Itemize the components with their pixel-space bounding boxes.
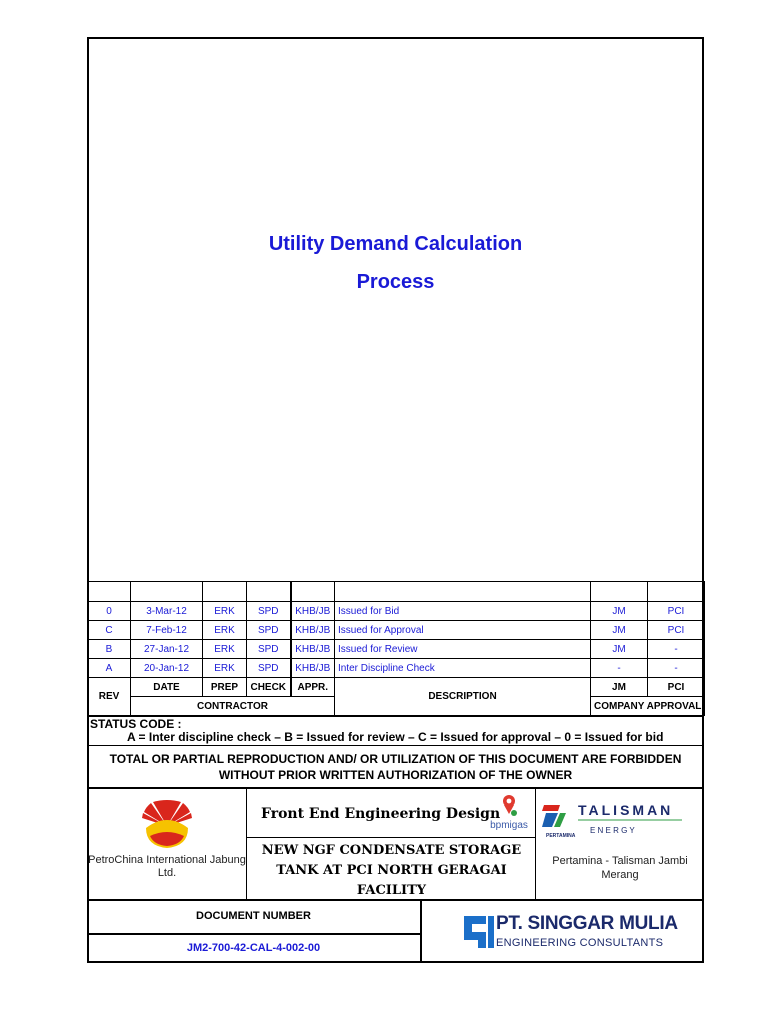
pertamina-logo-text: PERTAMINA <box>546 833 576 839</box>
rev-check: SPD <box>247 640 291 659</box>
rev-date: 7-Feb-12 <box>131 621 203 640</box>
rev-pci: PCI <box>648 621 705 640</box>
rev-code: B <box>88 640 131 659</box>
consultant-subtitle: ENGINEERING CONSULTANTS <box>496 937 664 949</box>
rev-jm: JM <box>591 602 648 621</box>
rev-pci: - <box>648 659 705 678</box>
header-jm: JM <box>591 678 648 697</box>
talisman-logo-sub: E N E R G Y <box>590 826 635 835</box>
header-check: CHECK <box>247 678 291 697</box>
project-stage-header <box>247 789 536 838</box>
reproduction-notice <box>87 745 704 787</box>
rev-appr: KHB/JB <box>291 659 335 678</box>
status-code-values: A = Inter discipline check – B = Issued for review – C = Issued for approval – 0 = Issued for bid <box>127 730 664 744</box>
header-date: DATE <box>131 678 203 697</box>
consultant-name: PT. SINGGAR MULIA <box>496 913 678 934</box>
header-appr: APPR. <box>291 678 335 697</box>
project-name: NEW NGF CONDENSATE STORAGE TANK AT PCI NORTH GERAGAI FACILITY <box>261 843 522 898</box>
bpmigas-logo-icon <box>487 792 531 832</box>
rev-jm: JM <box>591 621 648 640</box>
header-prep: PREP <box>203 678 247 697</box>
rev-code: A <box>88 659 131 678</box>
status-code-block <box>87 716 704 745</box>
rev-appr: KHB/JB <box>291 640 335 659</box>
rev-pci: PCI <box>648 602 705 621</box>
talisman-logo-icon <box>536 795 704 847</box>
document-number-value: JM2-700-42-CAL-4-002-00 <box>186 942 321 954</box>
partner-block <box>536 787 704 899</box>
rev-date: 20-Jan-12 <box>131 659 203 678</box>
rev-check: SPD <box>247 621 291 640</box>
revision-row <box>88 659 705 678</box>
rev-prep: ERK <box>203 621 247 640</box>
notice-line-1: TOTAL OR PARTIAL REPRODUCTION AND/ OR UTILIZATION OF THIS DOCUMENT ARE FORBIDDEN <box>109 752 682 766</box>
rev-date: 27-Jan-12 <box>131 640 203 659</box>
rev-code: C <box>88 621 131 640</box>
project-stage: Front End Engineering Design <box>261 806 501 822</box>
rev-pci: - <box>648 640 705 659</box>
document-number-block <box>87 899 422 963</box>
singgar-mulia-logo-icon <box>462 914 496 952</box>
notice-line-2: WITHOUT PRIOR WRITTEN AUTHORIZATION OF THE OWNER <box>218 768 573 782</box>
rev-description: Issued for Review <box>335 640 591 659</box>
rev-prep: ERK <box>203 640 247 659</box>
status-code-label: STATUS CODE : <box>90 717 182 731</box>
partner-name: Pertamina - Talisman Jambi Merang <box>552 855 688 881</box>
bpmigas-logo-text: bpmigas <box>490 820 528 831</box>
revision-table <box>87 581 705 716</box>
rev-prep: ERK <box>203 602 247 621</box>
document-subtitle: Process <box>356 271 435 293</box>
revision-row <box>88 602 705 621</box>
rev-description: Inter Discipline Check <box>335 659 591 678</box>
project-block <box>247 787 536 899</box>
revision-header-row <box>88 678 705 697</box>
document-number-label: DOCUMENT NUMBER <box>87 901 420 935</box>
owner-block <box>87 787 247 899</box>
revision-blank-row <box>88 582 705 602</box>
rev-description: Issued for Approval <box>335 621 591 640</box>
petrochina-logo-icon <box>140 798 194 850</box>
rev-appr: KHB/JB <box>291 602 335 621</box>
header-company-approval: COMPANY APPROVAL <box>591 697 705 716</box>
rev-code: 0 <box>88 602 131 621</box>
revision-row <box>88 640 705 659</box>
rev-check: SPD <box>247 659 291 678</box>
rev-description: Issued for Bid <box>335 602 591 621</box>
talisman-logo-text: TALISMAN <box>578 802 674 818</box>
header-rev: REV <box>88 678 131 716</box>
consultant-block <box>422 899 704 963</box>
rev-jm: - <box>591 659 648 678</box>
revision-row <box>88 621 705 640</box>
rev-appr: KHB/JB <box>291 621 335 640</box>
rev-prep: ERK <box>203 659 247 678</box>
header-contractor: CONTRACTOR <box>131 697 335 716</box>
rev-check: SPD <box>247 602 291 621</box>
header-description: DESCRIPTION <box>335 678 591 716</box>
rev-date: 3-Mar-12 <box>131 602 203 621</box>
header-pci: PCI <box>648 678 705 697</box>
document-title: Utility Demand Calculation <box>268 233 523 255</box>
owner-name: PetroChina International Jabung Ltd. <box>88 854 246 879</box>
rev-jm: JM <box>591 640 648 659</box>
